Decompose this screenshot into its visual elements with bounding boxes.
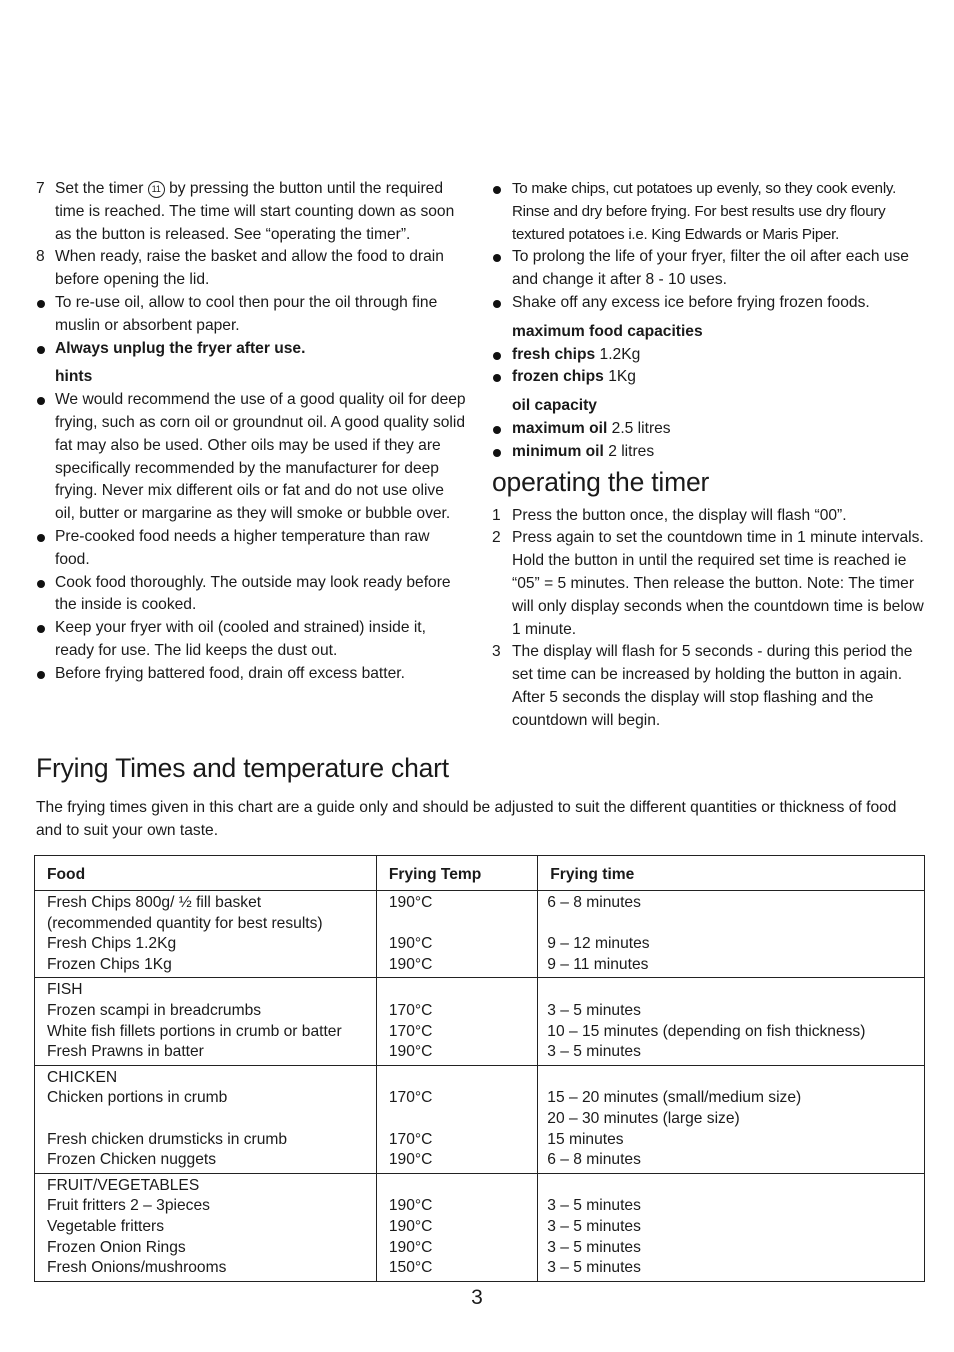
step-number: 2 [492,529,501,547]
temp-line [389,914,529,935]
time-line: 3 – 5 minutes [547,1197,641,1215]
time-cell [538,891,925,978]
bullet-icon [37,625,45,633]
oil-item [492,441,928,464]
step-7 [36,178,468,246]
food-line: Fresh Onions/mushrooms [47,1259,227,1277]
temp-line: 190°C [388,1238,433,1256]
right-column [492,178,928,733]
bullet-icon [493,186,501,194]
time-line [547,914,916,935]
temp-line: 150°C [388,1259,433,1277]
time-line: 9 – 12 minutes [547,935,650,953]
food-line: Fresh chicken drumsticks in crumb [47,1130,288,1148]
capacity-value: 1.2Kg [599,345,641,363]
temp-line [389,1176,529,1197]
temp-line: 190°C [388,955,433,973]
time-line [547,980,916,1001]
hints-heading: hints [55,368,93,386]
temp-cell [376,1173,537,1281]
chart-intro: The frying times given in this chart are a guide only and should be adjusted to suit the different quantities or thickness of food and to suit your own taste. [36,799,897,839]
table-row [35,1173,925,1281]
hint-item [36,617,468,663]
food-line: Fresh Prawns in batter [47,1043,204,1061]
header-temp: Frying Temp [376,856,537,891]
bullet-text: Always unplug the fryer after use. [55,339,306,357]
oil-capacity-heading: oil capacity [512,397,597,415]
time-cell [538,1065,925,1173]
food-line: FISH [47,981,83,999]
timer-step [492,641,928,732]
bullet-icon [493,300,501,308]
bullet-icon [493,449,501,457]
hint-text: Cook food thoroughly. The outside may look ready before the inside is cooked. [55,573,451,614]
capacity-value: 1Kg [608,368,636,386]
time-cell [538,978,925,1065]
hint-item [36,663,468,686]
temp-line: 190°C [388,894,433,911]
hint-item [36,526,468,572]
hint-text: Pre-cooked food needs a higher temperature than raw food. [55,527,430,568]
time-line [547,1068,916,1089]
bullet-text: Shake off any excess ice before frying frozen foods. [512,293,870,311]
hint-item [36,572,468,618]
temp-line: 190°C [388,1043,433,1061]
oil-value: 2.5 litres [611,419,671,437]
capacity-label: frozen chips [512,368,604,386]
food-line: Vegetable fritters [47,1217,165,1235]
temp-line: 190°C [388,1217,433,1235]
bullet-shake-ice [492,292,928,315]
step-8 [36,246,468,292]
food-line [47,1109,368,1130]
bullet-filter-oil [492,246,928,292]
food-cell [35,978,377,1065]
step-number: 3 [492,643,501,661]
bullet-chips-tip [492,178,928,246]
oil-label: minimum oil [512,442,604,460]
time-line [547,1176,916,1197]
time-line: 6 – 8 minutes [547,894,641,911]
table-row [35,978,925,1065]
left-column [36,178,468,686]
chart-title: Frying Times and temperature chart [36,753,449,783]
step-number: 8 [36,248,45,266]
capacity-item [492,344,928,367]
step-text-cont: by pressing the button until the required time is reached. The time will start counting down as soon as the button is released. See “operating the timer”. [55,180,455,243]
temp-line [389,980,529,1001]
time-line: 20 – 30 minutes (large size) [547,1109,740,1127]
temp-line: 170°C [388,1089,433,1107]
bullet-icon [37,300,45,308]
bullet-icon [493,426,501,434]
time-line: 9 – 11 minutes [547,955,649,973]
time-line: 3 – 5 minutes [547,1001,641,1019]
time-line: 3 – 5 minutes [547,1259,641,1277]
step-text: Press the button once, the display will flash “00”. [512,506,847,524]
temp-line: 170°C [388,1130,433,1148]
time-line: 3 – 5 minutes [547,1217,641,1235]
temp-line: 170°C [388,1022,433,1040]
time-line: 6 – 8 minutes [547,1151,641,1169]
bullet-reuse-oil [36,292,468,338]
time-line: 3 – 5 minutes [547,1238,641,1256]
bullet-icon [37,534,45,542]
temp-line [389,1109,529,1130]
bullet-icon [493,374,501,382]
food-cell [35,1065,377,1173]
food-line: Chicken portions in crumb [47,1089,228,1107]
frying-chart-table [34,855,925,1282]
capacity-label: fresh chips [512,345,596,363]
header-time: Frying time [538,856,925,891]
food-line: Fresh Chips 1.2Kg [47,935,177,953]
step-number: 1 [492,506,501,524]
oil-value: 2 litres [608,442,655,460]
hint-text: Before frying battered food, drain off excess batter. [55,664,405,682]
step-text: The display will flash for 5 seconds - during this period the set time can be increased by holding the button in again. After 5 seconds the display will stop flashing and the countdown will begin. [512,643,913,729]
timer-step [492,505,928,528]
hint-item [36,389,468,526]
time-line: 15 minutes [547,1130,624,1148]
food-line: Frozen Onion Rings [47,1238,186,1256]
food-line: CHICKEN [47,1068,118,1086]
temp-line: 170°C [388,1001,433,1019]
bullet-icon [493,254,501,262]
oil-item [492,418,928,441]
step-text: When ready, raise the basket and allow the food to drain before opening the lid. [55,248,444,289]
food-line: FRUIT/VEGETABLES [47,1176,200,1194]
temp-line: 190°C [388,1151,433,1169]
food-cell [35,891,377,978]
food-line: Fresh Chips 800g/ ½ fill basket [47,894,262,911]
step-text: Set the timer [55,180,148,197]
time-cell [538,1173,925,1281]
food-cell [35,1173,377,1281]
timer-step [492,527,928,641]
time-line: 15 – 20 minutes (small/medium size) [547,1089,802,1107]
food-line: Frozen Chips 1Kg [47,955,172,973]
bullet-icon [37,397,45,405]
temp-cell [376,891,537,978]
bullet-icon [493,352,501,360]
table-row [35,1065,925,1173]
table-body [35,891,925,1282]
capacities-heading: maximum food capacities [512,322,703,340]
timer-button-ref-icon: 11 [148,181,165,198]
hint-text: We would recommend the use of a good quality oil for deep frying, such as corn oil or groundnut oil. A good quality solid fat may also be used. Other oils may be used if they are specifically recommended by the manufacturer for deep frying. Never mix different oils or fat and do not use olive oil, butter or margarine as they will smoke or bubble over. [55,391,466,523]
step-number: 7 [36,180,45,197]
step-text: Press again to set the countdown time in 1 minute intervals. Hold the button in until the required set time is reached ie “05” = 5 minutes. Then release the button. Note: The timer will only display seconds when the countdown time is below 1 minute. [512,529,924,638]
bullet-unplug-warning [36,338,468,361]
bullet-icon [37,346,45,354]
time-line: 3 – 5 minutes [547,1043,641,1061]
food-line: Frozen scampi in breadcrumbs [47,1001,262,1019]
table-header-row [35,856,925,891]
bullet-icon [37,580,45,588]
bullet-text: To make chips, cut potatoes up evenly, so they cook evenly. Rinse and dry before frying. For best results use dry floury textured potatoes i.e. King Edwards or Maris Piper. [512,180,897,243]
food-line: (recommended quantity for best results) [47,914,323,932]
food-line: White fish fillets portions in crumb or batter [47,1022,342,1040]
bullet-text: To prolong the life of your fryer, filter the oil after each use and change it after 8 - 10 uses. [512,248,909,289]
temp-cell [376,978,537,1065]
bullet-text: To re-use oil, allow to cool then pour the oil through fine muslin or absorbent paper. [55,293,438,334]
temp-line: 190°C [388,935,433,953]
bullet-icon [37,671,45,679]
page-number: 3 [471,1286,483,1309]
time-line: 10 – 15 minutes (depending on fish thickness) [547,1022,866,1040]
timer-section-heading: operating the timer [492,466,710,497]
table-row [35,891,925,978]
temp-line [389,1068,529,1089]
capacity-item [492,366,928,389]
header-food: Food [35,856,377,891]
food-line: Fruit fritters 2 – 3pieces [47,1197,210,1215]
temp-cell [376,1065,537,1173]
oil-label: maximum oil [512,419,608,437]
food-line: Frozen Chicken nuggets [47,1151,217,1169]
temp-line: 190°C [388,1197,433,1215]
hint-text: Keep your fryer with oil (cooled and strained) inside it, ready for use. The lid keeps the dust out. [55,619,426,659]
